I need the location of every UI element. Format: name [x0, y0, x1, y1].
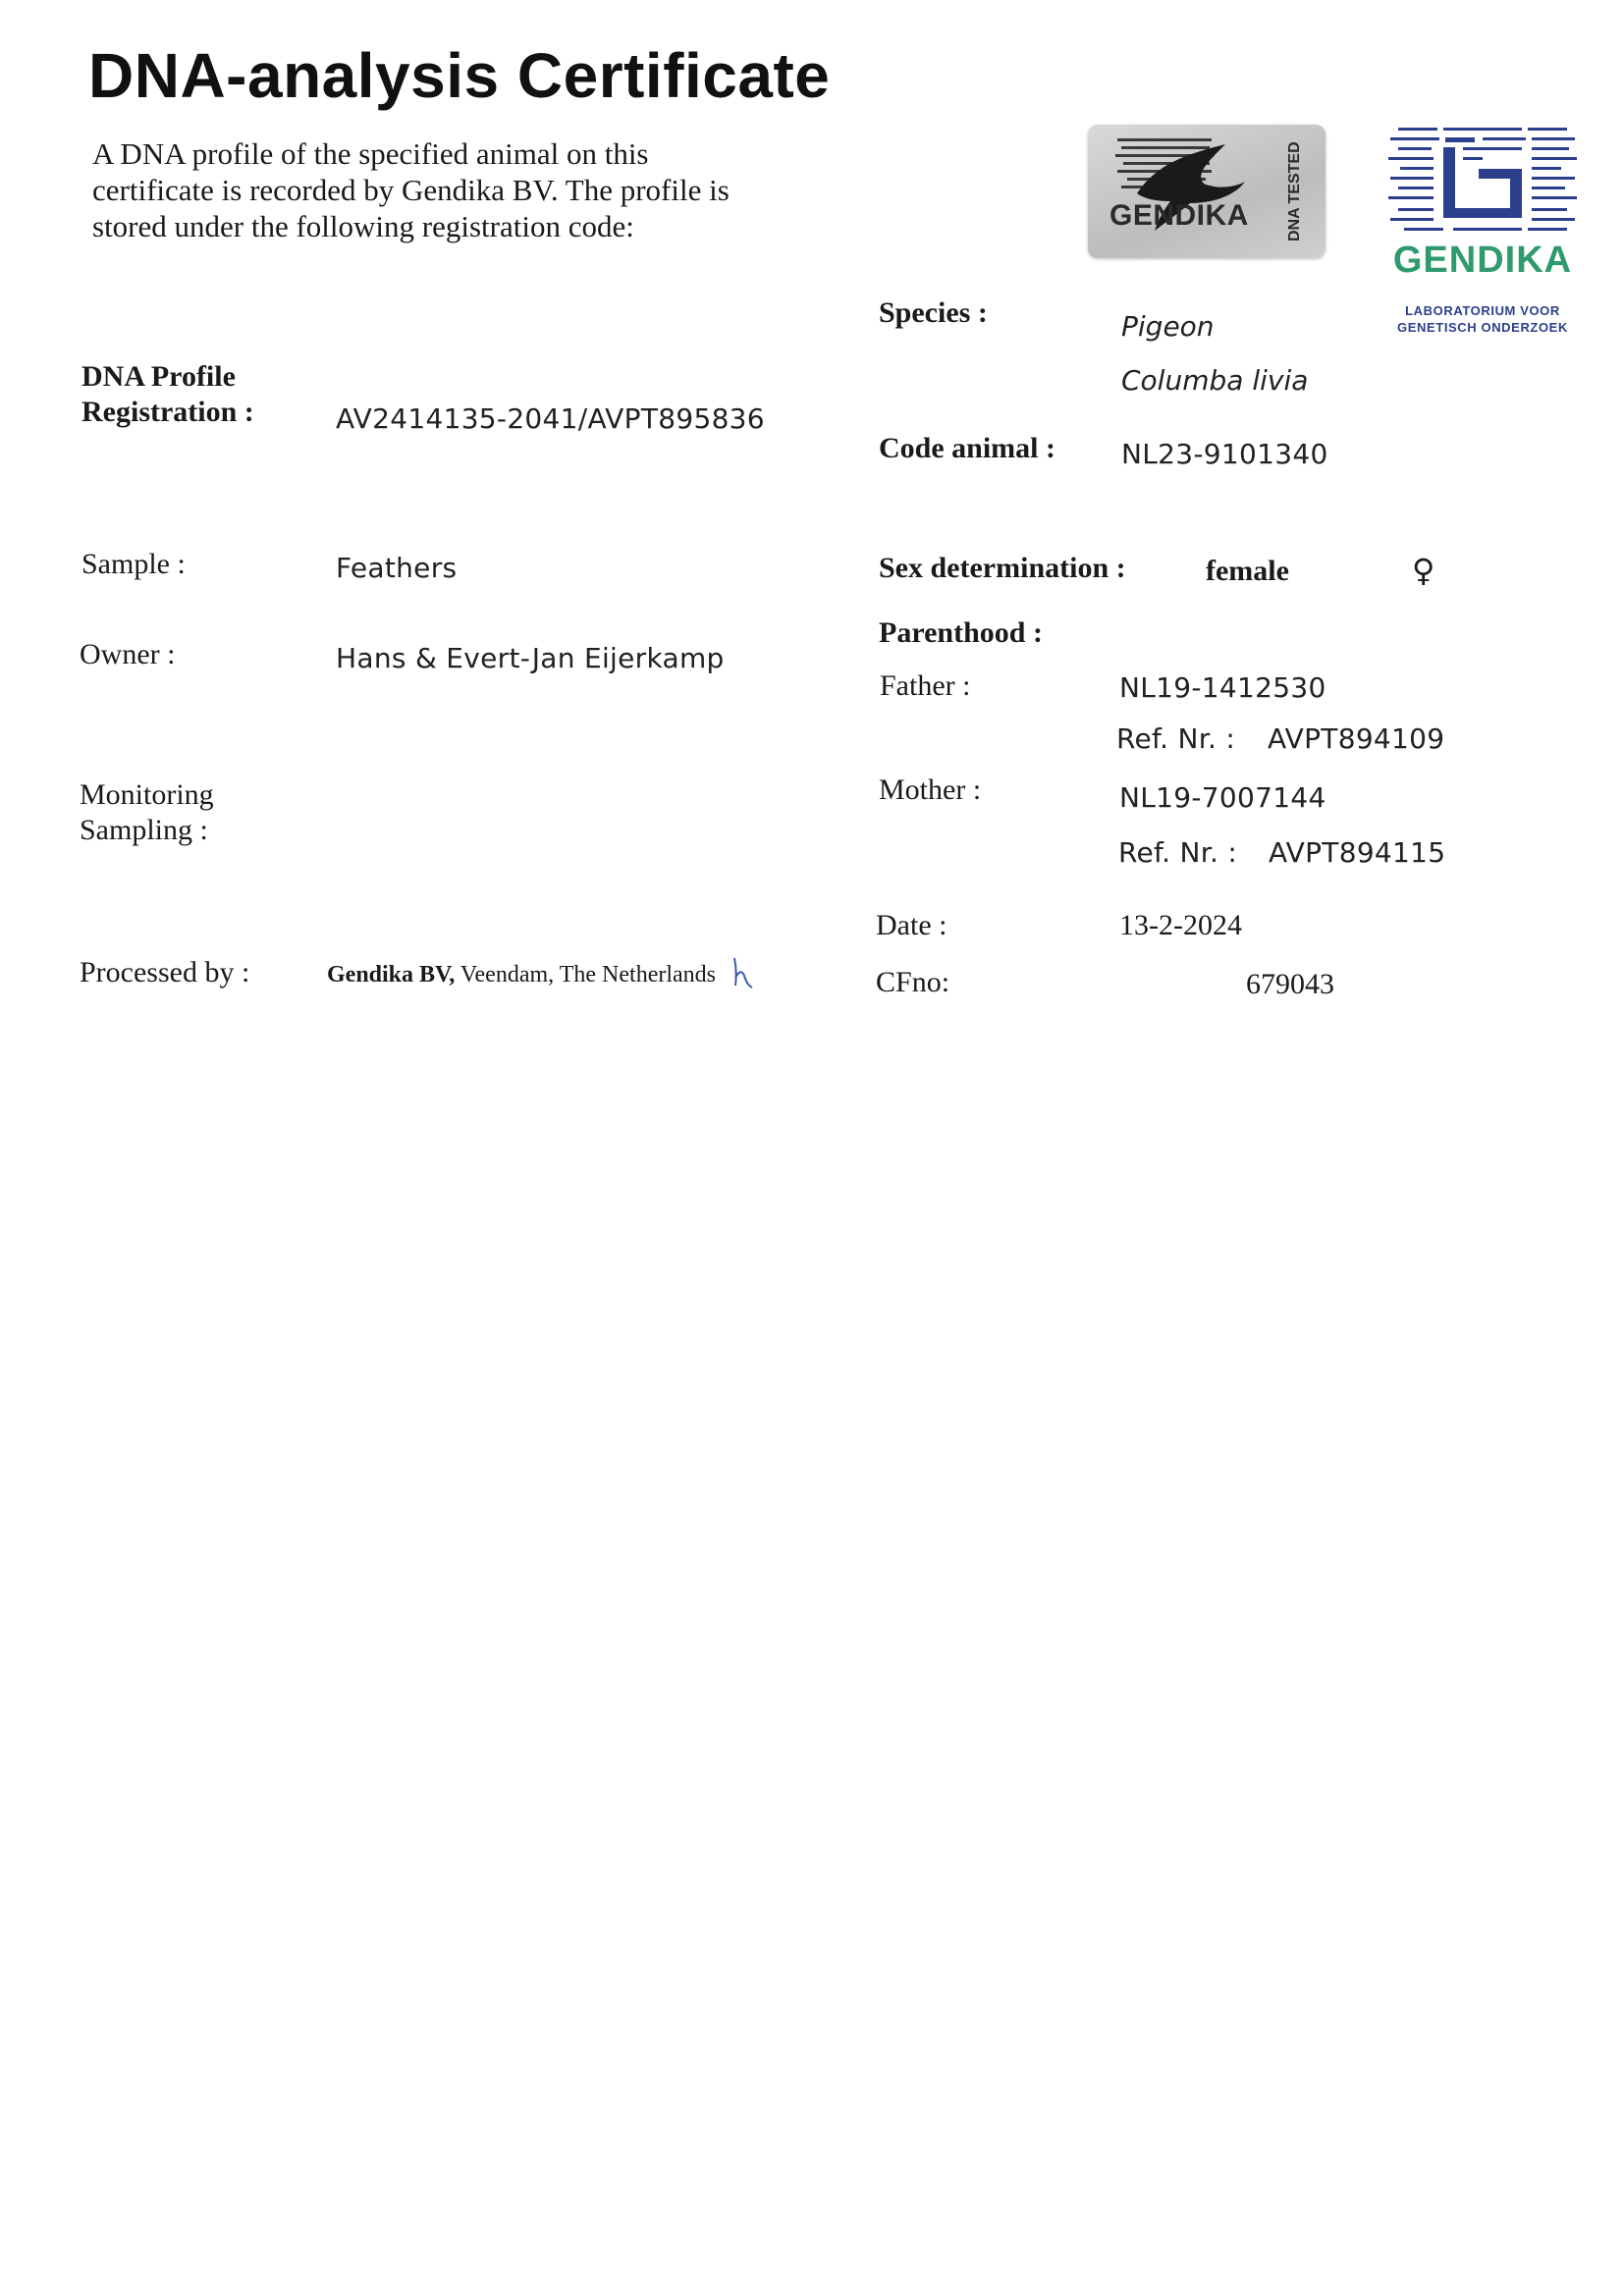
parenthood-label: Parenthood :	[879, 616, 1043, 649]
intro-paragraph: A DNA profile of the specified animal on this certificate is recorded by Gendika BV. The profile is stored under the following registration code:	[92, 136, 730, 243]
species-common-name: Pigeon	[1121, 310, 1215, 343]
mother-value: NL19-7007144	[1119, 781, 1326, 814]
species-label: Species :	[879, 296, 988, 329]
processed-location: Veendam, The Netherlands	[460, 962, 716, 988]
cfno-label: CFno:	[876, 966, 950, 998]
sticker-brand: GENDIKA	[1109, 199, 1249, 232]
logo-subtitle: LABORATORIUM VOOR GENETISCH ONDERZOEK	[1397, 303, 1568, 335]
mother-label: Mother :	[879, 774, 982, 806]
gendika-g-icon	[1384, 124, 1581, 241]
monitoring-sampling-label: Monitoring Sampling :	[80, 778, 214, 846]
mother-ref-value: AVPT894115	[1269, 836, 1446, 869]
father-ref-label: Ref. Nr. :	[1116, 722, 1236, 755]
certificate-title: DNA-analysis Certificate	[88, 40, 831, 111]
date-label: Date :	[876, 909, 947, 941]
date-value: 13-2-2024	[1119, 909, 1242, 941]
sample-label: Sample :	[81, 548, 186, 580]
registration-label: DNA Profile Registration :	[81, 360, 254, 428]
father-value: NL19-1412530	[1119, 671, 1326, 704]
gendika-logo	[1384, 124, 1581, 340]
dna-tested-sticker	[1088, 125, 1325, 258]
sex-value: female	[1206, 555, 1289, 587]
sample-value: Feathers	[336, 552, 458, 584]
father-label: Father :	[880, 669, 971, 702]
processed-by-value	[327, 962, 716, 988]
processed-by-label: Processed by :	[80, 956, 250, 988]
sex-determination-label: Sex determination :	[879, 552, 1126, 584]
owner-label: Owner :	[80, 638, 176, 670]
female-symbol-icon: ♀	[1412, 552, 1435, 589]
pen-mark-icon	[729, 954, 762, 993]
owner-value: Hans & Evert-Jan Eijerkamp	[336, 642, 725, 674]
sticker-side-text: DNA TESTED	[1286, 141, 1303, 241]
processed-company: Gendika BV,	[327, 962, 456, 988]
logo-wordmark: GENDIKA	[1392, 240, 1573, 281]
mother-ref-label: Ref. Nr. :	[1118, 836, 1238, 869]
code-animal-label: Code animal :	[879, 432, 1055, 464]
registration-value: AV2414135-2041/AVPT895836	[336, 402, 765, 435]
father-ref-value: AVPT894109	[1268, 722, 1445, 755]
cfno-value: 679043	[1246, 968, 1334, 1000]
code-animal-value: NL23-9101340	[1121, 438, 1328, 470]
species-latin-name: Columba livia	[1121, 364, 1309, 397]
